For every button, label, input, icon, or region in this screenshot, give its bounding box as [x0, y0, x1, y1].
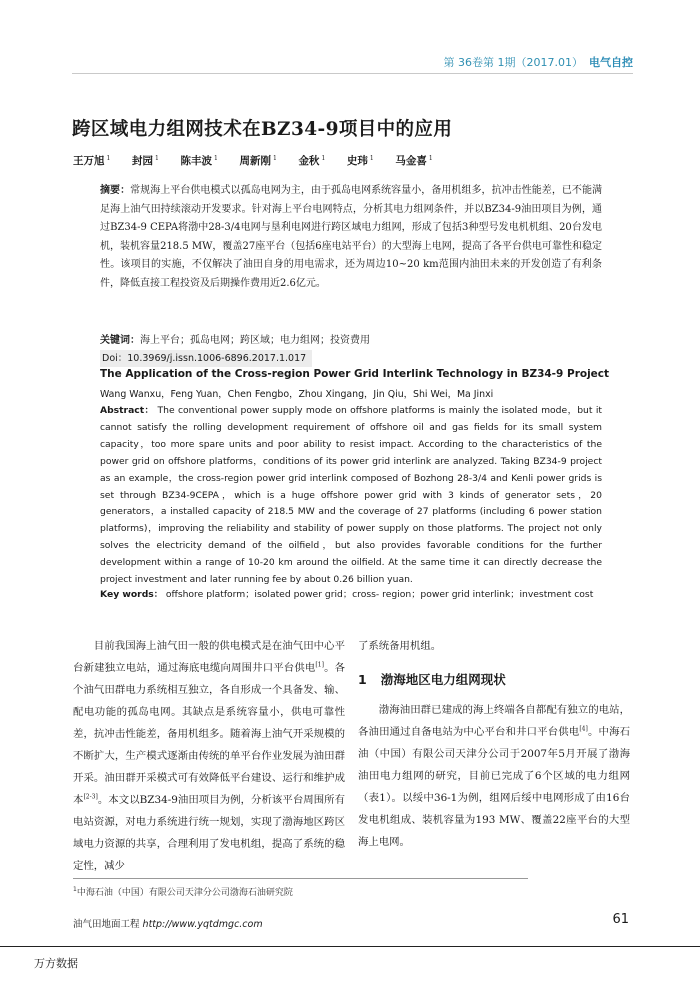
author: 陈丰波 $^1$ [180, 154, 218, 167]
citation: [1] [315, 661, 324, 669]
journal-brand: 电气自控 [589, 56, 633, 69]
abstract-cn-label: 摘要： [100, 185, 131, 196]
author: 王万旭 $^1$ [73, 154, 111, 167]
section-number: 1 [358, 672, 367, 687]
citation: [2-3] [83, 793, 98, 801]
english-authors: Wang Wanxu，Feng Yuan，Chen Fengbo，Zhou Xingang，Jin Qiu，Shi Wei，Ma Jinxi [100, 389, 494, 400]
author: 周新刚 $^1$ [239, 154, 277, 167]
footnote: $^1$中海石油（中国）有限公司天津分公司渤海石油研究院 [73, 886, 293, 898]
body-column-left [73, 635, 345, 877]
keywords-cn-text: 海上平台；孤岛电网；跨区域；电力组网；投资费用 [140, 335, 370, 346]
author: 金秋 $^1$ [298, 154, 326, 167]
abstract-en-text: The conventional power supply mode on offshore platforms is mainly the isolated mode，but it cannot satisfy the rolling development requirement of offshore oil and gas fields for its small system capacity，too more spare units and poor ability to resist impact. According to the characteristics of the power grid on offshore platforms，conditions of its power grid interlink are analyzed. Taking BZ34-9 project as an example，the cross-region power grid interlink composed of Bozhong 28-3/4 and Kenli power grids is set through BZ34-9CEPA，which is a huge offshore power grid with 3 kinds of generator sets，20 generators，a installed capacity of 218.5 MW and the coverage of 27 platforms (including 6 power station platforms)，improving the reliability and stability of power supply on those platforms. The project not only solves the electricity demand of the oilfield，but also provides favorable conditions for the further development within a range of 10-20 km around the oilfield. At the same time it can directly decrease the project investment and later running fee by about 0.26 billion yuan. [100, 405, 602, 586]
header-divider [72, 73, 633, 74]
body-paragraph-continued: 了系统备用机组。 [358, 640, 442, 652]
abstract-en-label: Abstract： [100, 405, 155, 416]
body-paragraph: 目前我国海上油气田一般的供电模式是在油气田中心平台新建独立电站，通过海底电缆向周围井口平台供电[1]。各个油气田群电力系统相互独立，各自形成一个具备发、输、配电功能的孤岛电网。其缺点是系统容量小，供电可靠性差，抗冲击性能差，备用机组多。随着海上油气开采规模的不断扩大，生产模式逐渐由传统的单平台作业发展为油田群开采。油田群开采模式可有效降低平台建设、运行和维护成本[2-3]。本文以BZ34-9油田项目为例，分析该平台周围所有电站资源，对电力系统进行统一规划，实现了渤海地区跨区域电力资源的共享，合理利用了发电机组，提高了系统的稳定性，减少 [73, 640, 346, 872]
section-heading [358, 669, 630, 691]
journal-footer [73, 916, 263, 930]
english-title: The Application of the Cross-region Power Grid Interlink Technology in BZ34-9 Project [100, 368, 610, 380]
keywords-cn-label: 关键词： [100, 335, 140, 346]
citation: [4] [579, 725, 588, 733]
author: 封园 $^1$ [131, 154, 159, 167]
author: 马金喜 $^1$ [395, 154, 433, 167]
abstract-cn-text: 常规海上平台供电模式以孤岛电网为主，由于孤岛电网系统容量小，备用机组多，抗冲击性能差，已不能满足海上油气田持续滚动开发要求。针对海上平台电网特点，分析其电力组网条件，并以BZ34-9油田项目为例，通过BZ34-9 CEPA将渤中28-3/4电网与垦利电网进行跨区域电力组网，形成了包括3种型号发电机机组、20台发电机，装机容量218.5 MW，覆盖27座平台（包括6座电站平台）的大型海上电网，提高了各平台供电可靠性和稳定性。该项目的实施，不仅解决了油田自身的用电需求，还为周边10~20 km范围内油田未来的开发创造了有利条件，降低直接工程投资及后期操作费用近2.6亿元。 [100, 185, 603, 289]
abstract-cn [100, 182, 602, 294]
running-header [444, 54, 633, 70]
abstract-en [100, 403, 602, 589]
issue-info: 第 36卷第 1期（2017.01） [443, 56, 583, 69]
keywords-cn [100, 332, 602, 350]
author-list [73, 153, 451, 168]
body-column-right [358, 635, 630, 853]
keywords-en-label: Key words： [100, 589, 163, 600]
journal-url: http://www.yqtdmgc.com [142, 919, 263, 930]
doi: Doi：10.3969/j.issn.1006-6896.2017.1.017 [100, 350, 312, 367]
section-title: 渤海地区电力组网现状 [380, 672, 506, 687]
paper-title: 跨区域电力组网技术在BZ34-9项目中的应用 [72, 119, 453, 140]
footnote-divider [73, 878, 528, 879]
keywords-en-text: offshore platform；isolated power grid；cross- region；power grid interlink；investment cost [165, 589, 594, 600]
keywords-en [100, 586, 593, 600]
source-watermark: 万方数据 [34, 957, 78, 970]
journal-name: 油气田地面工程 [73, 919, 140, 930]
body-paragraph: 渤海油田群已建成的海上终端各自都配有独立的电站，各油田通过自备电站为中心平台和井口平台供电[4]。中海石油（中国）有限公司天津分公司于2007年5月开展了渤海油田电力组网的研究，目前已完成了6个区域的电力组网（表1）。以绥中36-1为例，组网后绥中电网形成了由16台发电机组成、装机容量为193 MW、覆盖22座平台的大型海上电网。 [358, 704, 631, 848]
page-number: 61 [612, 912, 629, 927]
bottom-divider [0, 946, 700, 947]
author: 史玮 $^1$ [346, 154, 374, 167]
